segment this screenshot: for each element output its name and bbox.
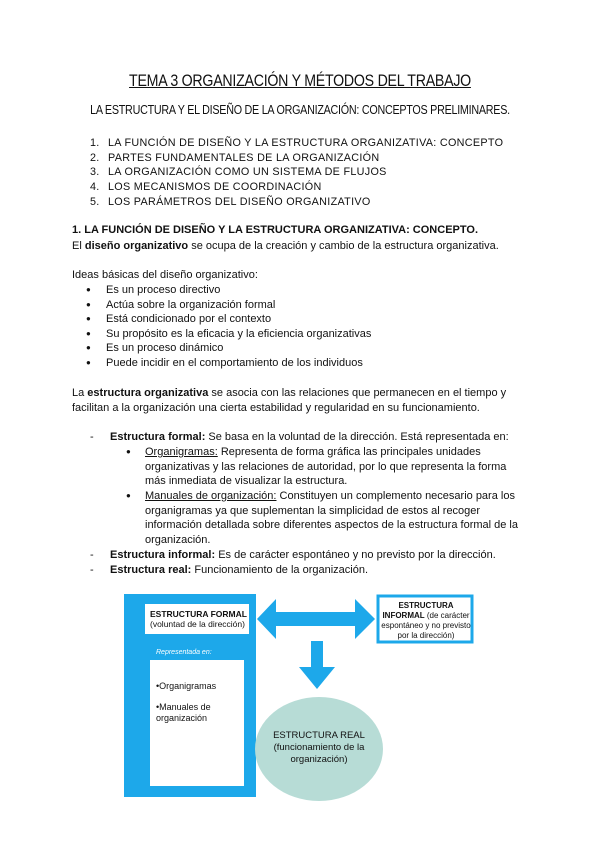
page-title: TEMA 3 ORGANIZACIÓN Y MÉTODOS DEL TRABAJO [129,72,471,90]
organigramas-item: ● Organigramas: Representa de forma gráfica las principales unidades organizativas y las relaciones de autoridad, por lo que representa la forma más inmediata de visualizar la estructura. [126,446,507,487]
manuales-item: ● Manuales de organización: Constituyen un complemento necesario para los organigramas ya que suplementan la simplicidad de estos al recoger información detallada sobre diferentes aspectos de la estructura formal de la organización. [126,490,518,546]
intro-paragraph: El diseño organizativo se ocupa de la creación y cambio de la estructura organizativa. [72,240,499,252]
formal-subtitle: (voluntad de la dirección) [150,619,245,629]
list-item: ● Actúa sobre la organización formal [86,298,371,313]
list-item: ● Puede incidir en el comportamiento de los individuos [86,356,371,371]
toc-item: 5. LOS PARÁMETROS DEL DISEÑO ORGANIZATIVO [90,195,371,208]
list-item: ● Su propósito es la eficacia y la eficiencia organizativas [86,327,371,342]
list-item: ● Está condicionado por el contexto [86,312,371,327]
estructura-paragraph: La estructura organizativa se asocia con las relaciones que permanecen en el tiempo y facilitan a la organización una cierta estabilidad y regularidad en su funcionamiento. [72,387,507,414]
list-item: ● Es un proceso dinámico [86,341,371,356]
section-heading: 1. LA FUNCIÓN DE DISEÑO Y LA ESTRUCTURA ORGANIZATIVA: CONCEPTO. [72,224,479,236]
real-label: ESTRUCTURA REAL (funcionamiento de la organización) [273,730,365,765]
diagram-item-organigramas: •Organigramas [156,681,217,691]
formal-item: - Estructura formal: Se basa en la voluntad de la dirección. Está representada en: [90,431,509,443]
informal-label: ESTRUCTURA INFORMAL (de carácter espontáneo y no previsto por la dirección) [381,601,471,640]
down-arrow-icon [299,641,335,689]
list-item: ● Es un proceso directivo [86,283,371,298]
ideas-label: Ideas básicas del diseño organizativo: [72,269,258,281]
toc-item: 2. PARTES FUNDAMENTALES DE LA ORGANIZACIÓN [90,151,380,164]
double-arrow-icon [257,599,375,639]
diagram-item-manuales: •Manuales de organización [156,702,211,723]
toc-item: 4. LOS MECANISMOS DE COORDINACIÓN [90,181,322,194]
representada-label: Representada en: [156,649,212,656]
toc-item: 1. LA FUNCIÓN DE DISEÑO Y LA ESTRUCTURA ORGANIZATIVA: CONCEPTO [90,137,504,149]
formal-title: ESTRUCTURA FORMAL [150,609,247,619]
page-subtitle: LA ESTRUCTURA Y EL DISEÑO DE LA ORGANIZACIÓN: CONCEPTOS PRELIMINARES. [90,103,510,117]
informal-item: - Estructura informal: Es de carácter espontáneo y no previsto por la dirección. [90,549,496,561]
toc-item: 3. LA ORGANIZACIÓN COMO UN SISTEMA DE FLUJOS [90,166,387,179]
real-item: - Estructura real: Funcionamiento de la organización. [90,564,369,576]
